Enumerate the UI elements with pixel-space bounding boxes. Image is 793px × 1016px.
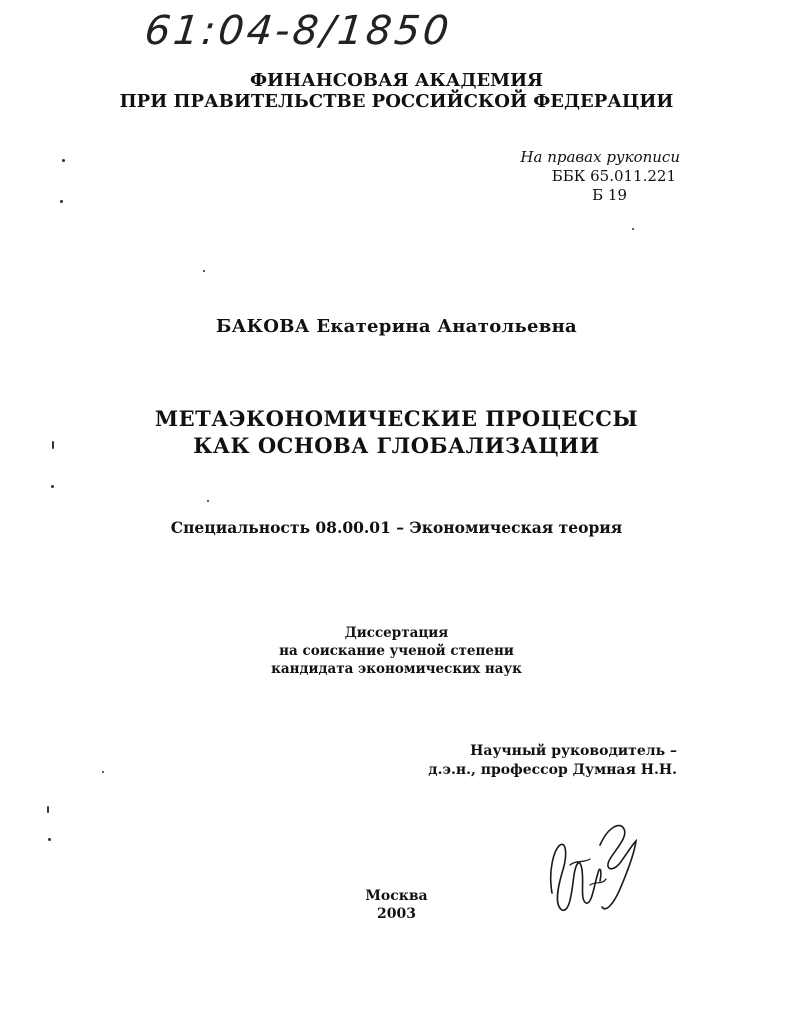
scan-speck [203,270,205,272]
scan-speck [51,485,54,488]
archive-number: 61:04-8/1850 [142,8,454,54]
imprint [0,887,793,923]
degree-line-1: Диссертация [344,625,449,641]
scan-speck [632,228,634,230]
year: 2003 [377,906,416,922]
author-sign-code: Б 19 [592,186,627,204]
institution-line-2: ПРИ ПРАВИТЕЛЬСТВЕ РОССИЙСКОЙ ФЕДЕРАЦИИ [119,91,674,112]
scan-speck [48,838,51,841]
degree-line-3: кандидата экономических наук [271,661,522,677]
bbk-code: ББК 65.011.221 [551,167,676,185]
scan-speck [102,771,104,773]
supervisor-line-2: д.э.н., профессор Думная Н.Н. [428,762,677,778]
scan-speck [62,159,65,162]
dissertation-title [0,405,793,459]
author-name: БАКОВА Екатерина Анатольевна [215,316,578,337]
degree-line-2: на соискание ученой степени [279,643,514,659]
manuscript-note: На правах рукописи [520,148,680,166]
institution-heading [0,70,793,112]
title-line-1: МЕТАЭКОНОМИЧЕСКИЕ ПРОЦЕССЫ [154,406,639,431]
scan-speck [207,500,209,502]
scan-speck [60,200,63,203]
city: Москва [365,888,428,904]
supervisor-line-1: Научный руководитель – [470,743,677,759]
scan-speck [52,441,54,449]
title-line-2: КАК ОСНОВА ГЛОБАЛИЗАЦИИ [193,433,600,458]
supervisor-block [380,742,677,780]
degree-statement [0,624,793,678]
scan-speck [47,806,49,813]
rights-block [500,148,680,205]
specialty: Специальность 08.00.01 – Экономическая теория [170,518,623,537]
institution-line-1: ФИНАНСОВАЯ АКАДЕМИЯ [249,70,543,91]
